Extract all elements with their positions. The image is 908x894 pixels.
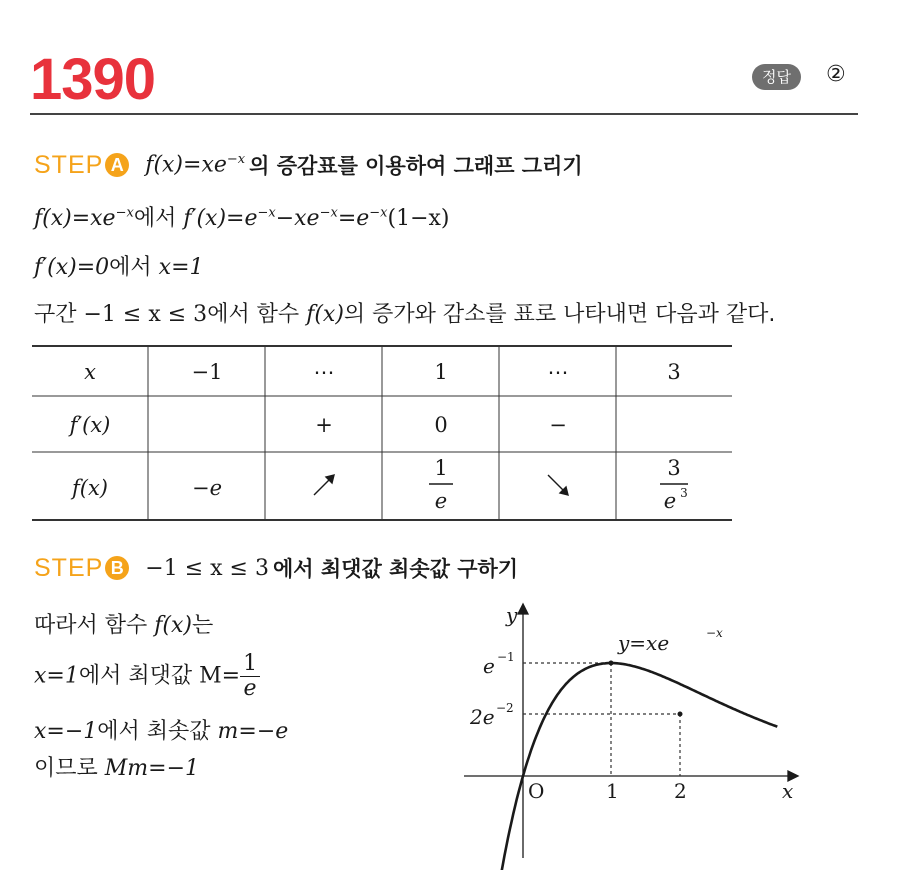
table-fraction-denominator: e — [434, 489, 448, 513]
x-tick-2: 2 — [674, 779, 687, 803]
step-b-badge: B — [105, 556, 129, 580]
origin-label: O — [528, 779, 545, 803]
function-graph — [450, 600, 810, 870]
decreasing-arrow-icon — [548, 475, 568, 495]
variation-table — [32, 345, 732, 521]
table-fraction-numerator: 3 — [667, 456, 681, 480]
increasing-arrow-icon — [314, 475, 334, 495]
table-cell: −e — [191, 476, 223, 500]
table-cell: 0 — [434, 413, 448, 437]
table-cell: + — [315, 413, 333, 437]
step-b-line-4: 이므로 Mm=−1 — [34, 756, 200, 781]
step-b-heading — [34, 551, 518, 585]
step-a-line-2: f′(x)=0에서 x=1 — [34, 255, 204, 280]
table-header-f: f(x) — [71, 476, 109, 500]
table-cell: −1 — [191, 360, 223, 384]
table-fraction-numerator: 1 — [434, 456, 448, 480]
table-cell: ⋯ — [547, 360, 569, 384]
step-b-line-2: x=1에서 최댓값 M= $\frac{1}{e}$ — [34, 652, 260, 701]
step-a-word: STEP — [34, 150, 104, 179]
table-fraction-denominator: e — [663, 489, 677, 513]
y-axis-label: y — [506, 603, 518, 627]
y-tick-e-inverse-exponent: −1 — [497, 650, 515, 664]
y-tick-e-inverse: e — [483, 654, 495, 678]
curve-y-equals-xe-neg-x — [501, 663, 777, 870]
max-point — [609, 661, 614, 666]
step-a-heading — [34, 148, 583, 182]
problem-number: 1390 — [30, 47, 156, 112]
step-b-title: 에서 최댓값 최솟값 구하기 — [272, 557, 519, 581]
step-b-formula: −1 ≤ x ≤ 3 — [145, 555, 269, 581]
y-tick-2e-inverse-sq-exponent: −2 — [496, 701, 514, 715]
table-cell: 1 — [434, 360, 448, 384]
step-a-formula: $f(x)=xe^{-x}$ — [145, 152, 246, 178]
title-divider — [30, 113, 858, 115]
x-axis-label: x — [782, 779, 794, 803]
step-b-word: STEP — [34, 553, 104, 582]
table-cell: − — [549, 413, 567, 437]
max-fraction: $\frac{1}{e}$ — [240, 652, 260, 701]
curve-label-exponent: −x — [706, 626, 723, 640]
step-b-line-3: x=−1에서 최솟값 m=−e — [34, 719, 289, 744]
step-a-title: 의 증감표를 이용하여 그래프 그리기 — [249, 154, 583, 178]
step-b-line-1: 따라서 함수 f(x)는 — [34, 613, 214, 638]
answer-label-badge: 정답 — [752, 64, 801, 90]
y-axis-arrow-icon — [518, 604, 528, 614]
table-cell: 3 — [667, 360, 681, 384]
step-a-badge: A — [105, 153, 129, 177]
table-fraction-exponent: 3 — [680, 486, 688, 500]
y-tick-2e-inverse-sq: 2e — [470, 705, 495, 729]
x-tick-1: 1 — [606, 779, 619, 803]
step-a-line-1: $f(x)=xe^{-x}$에서 $f'(x)=e^{-x}-xe^{-x}=e^{-x}(1-x)$ — [34, 205, 450, 231]
curve-label: y=xe — [618, 631, 670, 655]
answer-value: ② — [826, 62, 846, 87]
point-two — [678, 712, 683, 717]
table-header-fprime: f′(x) — [69, 413, 111, 437]
table-cell: ⋯ — [313, 360, 335, 384]
table-header-x: x — [84, 360, 96, 384]
step-a-line-3: 구간 −1 ≤ x ≤ 3에서 함수 f(x)의 증가와 감소를 표로 나타내면 다음과 같다. — [34, 302, 776, 327]
